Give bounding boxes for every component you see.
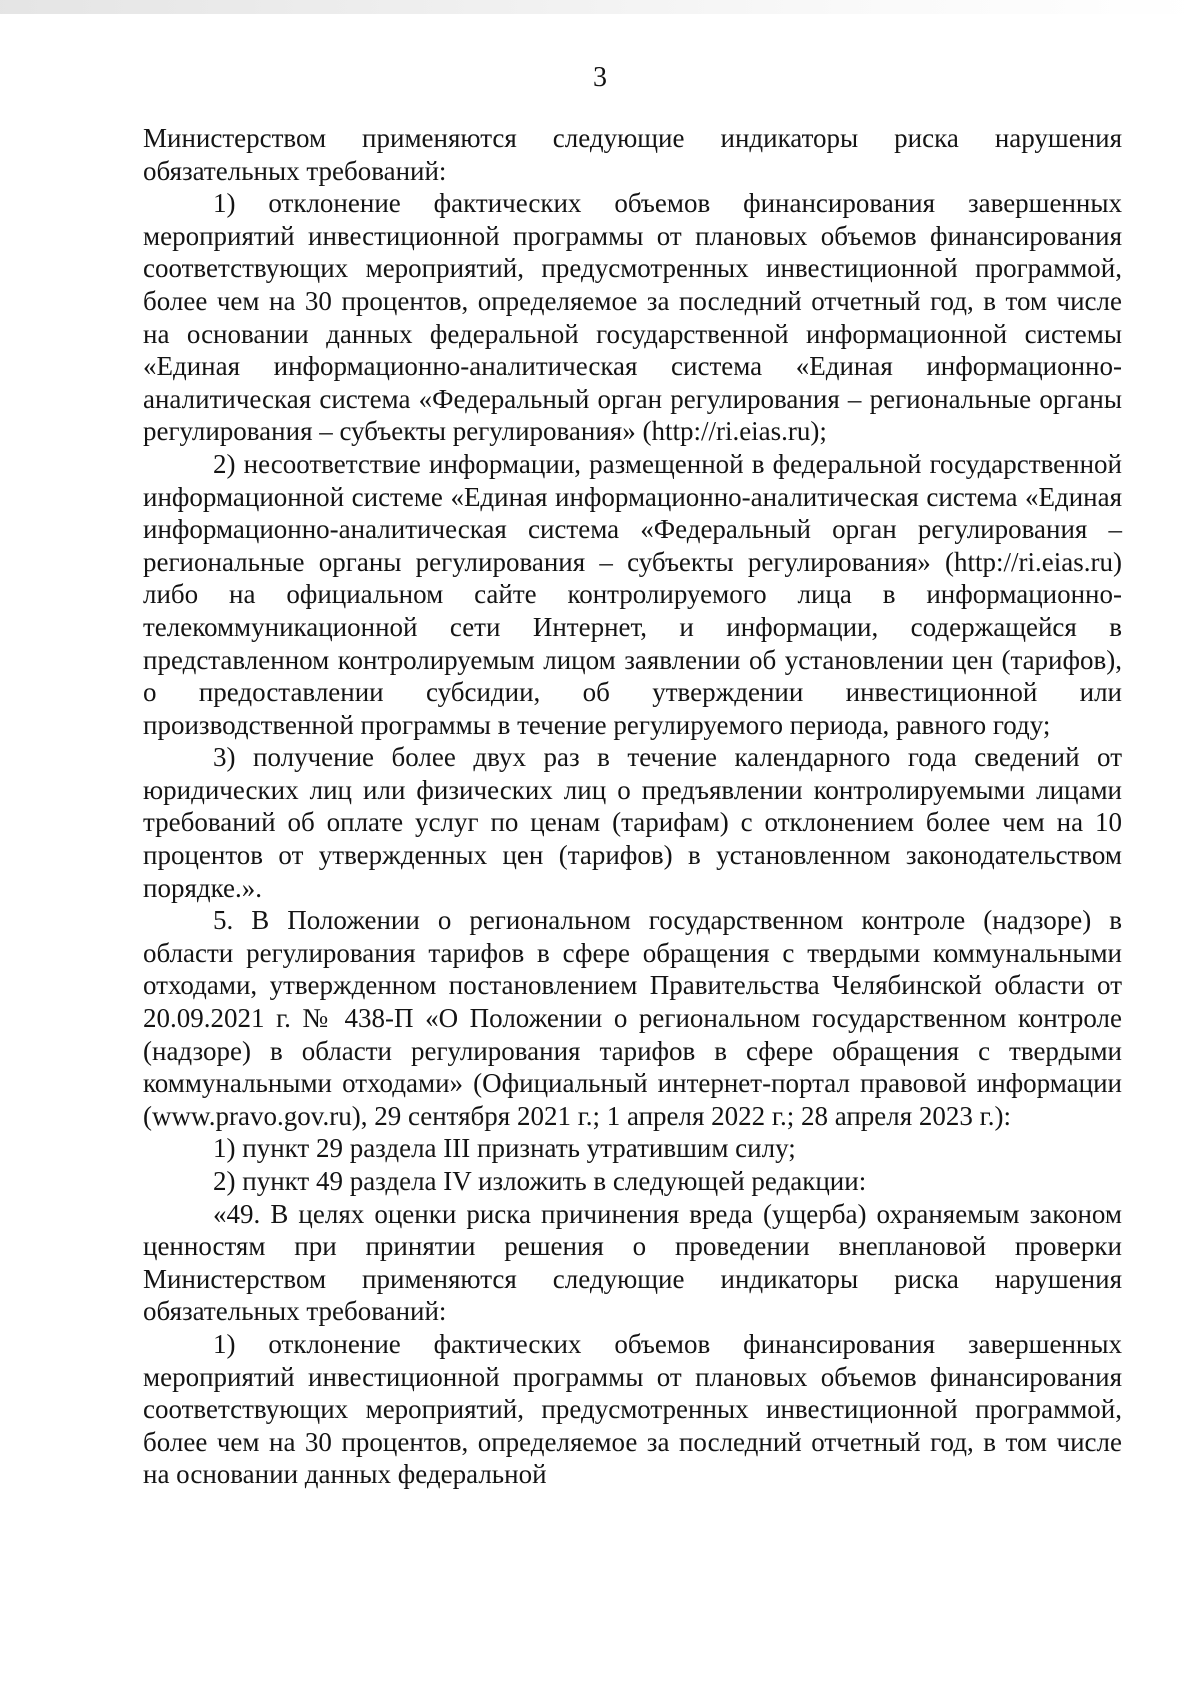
paragraph-subitem-1: 1) пункт 29 раздела III признать утратившим силу; <box>213 1133 796 1164</box>
paragraph-section-5: 5. В Положении о региональном государственном контроле (надзоре) в области регулирования тарифов в сфере обращения с твердыми коммунальными отходами, утвержденном постановлением Правительства Челябинской области от 20.09.2021 г. № 438-П «О Положении о региональном государственном контроле (надзоре) в области регулирования тарифов в сфере обращения с твердыми коммунальными отходами» (Официальный интернет-портал правовой информации (www.pravo.gov.ru), 29 сентября 2021 г.; 1 апреля 2022 г.; 28 апреля 2023 г.): <box>143 905 1122 1131</box>
paragraph-item-2: 2) несоответствие информации, размещенной в федеральной государственной информационной системе «Единая информационно-аналитическая система «Единая информационно-аналитическая система «Федеральный орган регулирования – региональные органы регулирования – субъекты регулирования» (http://ri.eias.ru) либо на официальном сайте контролируемого лица в информационно-телекоммуникационной сети Интернет, и информации, содержащейся в представленном контролируемым лицом заявлении об установлении цен (тарифов), о предоставлении субсидии, об утверждении инвестиционной или производственной программы в течение регулируемого периода, равного году; <box>143 448 1122 740</box>
paragraph-clause-49: «49. В целях оценки риска причинения вреда (ущерба) охраняемым законом ценностям при принятии решения о проведении внеплановой проверки Министерством применяются следующие индикаторы риска нарушения обязательных требований: <box>143 1198 1122 1327</box>
page-number: 3 <box>593 62 607 93</box>
paragraph-subitem-2: 2) пункт 49 раздела IV изложить в следующей редакции: <box>213 1166 867 1196</box>
paragraph-clause-49-item-1: 1) отклонение фактических объемов финансирования завершенных мероприятий инвестиционной программы от плановых объемов финансирования соответствующих мероприятий, предусмотренных инвестиционной программой, более чем на 30 процентов, определяемое за последний отчетный год, в том числе на основании данных федеральной <box>143 1328 1122 1490</box>
document-body <box>143 122 1122 1491</box>
paragraph-item-1: 1) отклонение фактических объемов финансирования завершенных мероприятий инвестиционной программы от плановых объемов финансирования соответствующих мероприятий, предусмотренных инвестиционной программой, более чем на 30 процентов, определяемое за последний отчетный год, в том числе на основании данных федеральной государственной информационной системы «Единая информационно-аналитическая система «Единая информационно-аналитическая система «Федеральный орган регулирования – региональные органы регулирования – субъекты регулирования» (http://ri.eias.ru); <box>143 188 1122 447</box>
paragraph-indicators-intro: Министерством применяются следующие индикаторы риска нарушения обязательных требований: <box>143 123 1122 186</box>
paragraph-item-3: 3) получение более двух раз в течение календарного года сведений от юридических лиц или физических лиц о предъявлении контролируемыми лицами требований об оплате услуг по ценам (тарифам) с отклонением более чем на 10 процентов от утвержденных цен (тарифов) в установленном законодательством порядке.». <box>143 742 1122 903</box>
